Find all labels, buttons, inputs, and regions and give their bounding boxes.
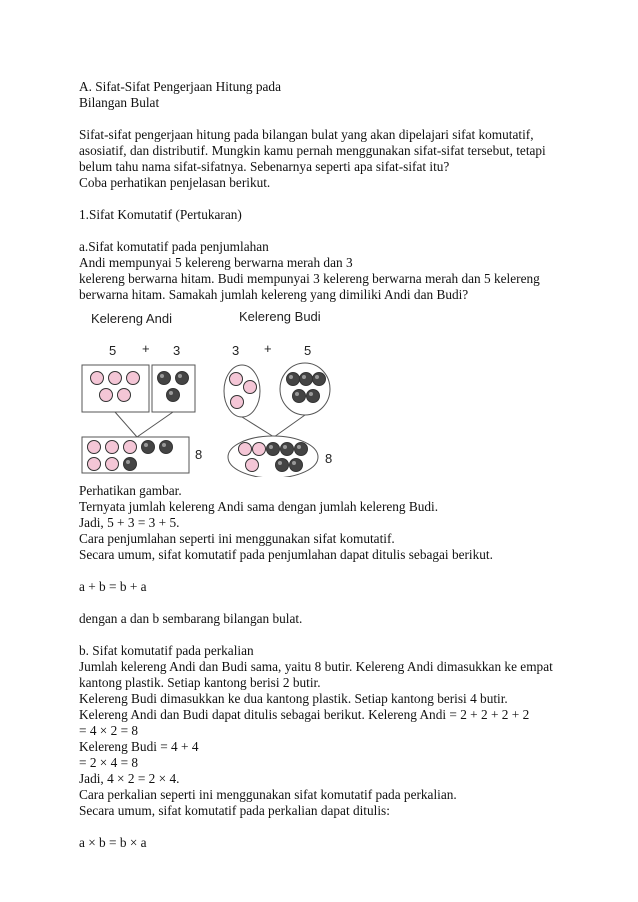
intro-line-1: Sifat-sifat pengerjaan hitung pada bilangan bulat yang akan dipelajari sifat komutatif,	[79, 127, 534, 142]
subsection-a-title: a.Sifat komutatif pada penjumlahan	[79, 239, 269, 254]
red-marble	[88, 458, 101, 471]
black-marble	[300, 373, 313, 386]
red-marble	[118, 389, 131, 402]
black-marble	[295, 443, 308, 456]
black-marble	[290, 459, 303, 472]
budi-right-number: 5	[304, 343, 312, 358]
budi-total-number: 8	[325, 451, 333, 466]
budi-left-number: 3	[232, 343, 240, 358]
budi-connector-right	[274, 415, 305, 437]
marble-highlight	[178, 374, 182, 378]
intro-line-3: belum tahu nama sifat-sifatnya. Sebenarnya seperti apa sifat-sifat itu?	[79, 159, 450, 174]
subsection-b-line-7: = 2 × 4 = 8	[79, 755, 139, 770]
subsection-b-line-6: Kelereng Budi = 4 + 4	[79, 739, 199, 754]
subsection-b-line-3: Kelereng Budi dimasukkan ke dua kantong plastik. Setiap kantong berisi 4 butir.	[79, 691, 508, 706]
red-marble	[106, 441, 119, 454]
black-marble	[267, 443, 280, 456]
after-figure-line-2: Ternyata jumlah kelereng Andi sama dengan jumlah kelereng Budi.	[79, 499, 439, 514]
section-1-title: 1.Sifat Komutatif (Pertukaran)	[79, 207, 242, 222]
black-marble	[313, 373, 326, 386]
marble-highlight	[126, 460, 130, 464]
black-marble	[281, 443, 294, 456]
red-marble	[91, 372, 104, 385]
andi-connector-left	[115, 412, 137, 437]
after-figure-line-5: Secara umum, sifat komutatif pada penjumlahan dapat ditulis sebagai berikut.	[79, 547, 493, 562]
marble-highlight	[144, 443, 148, 447]
intro-line-2: asosiatif, dan distributif. Mungkin kamu pernah menggunakan sifat-sifat tersebut, tetapi	[79, 143, 546, 158]
subsection-b-title: b. Sifat komutatif pada perkalian	[79, 643, 254, 658]
subsection-b-line-8: Jadi, 4 × 2 = 2 × 4.	[79, 771, 180, 786]
marble-highlight	[292, 461, 296, 465]
budi-connector-left	[242, 417, 274, 437]
red-marble	[244, 381, 257, 394]
heading-line-2: Bilangan Bulat	[79, 95, 160, 110]
red-marble	[230, 373, 243, 386]
marble-highlight	[169, 391, 173, 395]
andi-figure-title: Kelereng Andi	[91, 311, 172, 326]
note-addition: dengan a dan b sembarang bilangan bulat.	[79, 611, 303, 626]
red-marble	[253, 443, 266, 456]
red-marble	[246, 459, 259, 472]
black-marble	[307, 390, 320, 403]
marbles-illustration	[79, 307, 359, 477]
black-marble	[293, 390, 306, 403]
red-marble	[100, 389, 113, 402]
black-marble	[167, 389, 180, 402]
marble-highlight	[309, 392, 313, 396]
black-marble	[287, 373, 300, 386]
marble-highlight	[289, 375, 293, 379]
marble-highlight	[295, 392, 299, 396]
red-marble	[127, 372, 140, 385]
black-marble	[276, 459, 289, 472]
after-figure-line-3: Jadi, 5 + 3 = 3 + 5.	[79, 515, 180, 530]
subsection-a-line-1: Andi mempunyai 5 kelereng berwarna merah dan 3	[79, 255, 353, 270]
black-marble	[142, 441, 155, 454]
marble-highlight	[278, 461, 282, 465]
andi-connector-right	[137, 412, 173, 437]
subsection-b-line-10: Secara umum, sifat komutatif pada perkalian dapat ditulis:	[79, 803, 390, 818]
red-marble	[88, 441, 101, 454]
after-figure-line-1: Perhatikan gambar.	[79, 483, 182, 498]
red-marble	[231, 396, 244, 409]
formula-addition: a + b = b + a	[79, 579, 147, 594]
budi-figure-title: Kelereng Budi	[239, 309, 321, 324]
document-page	[79, 79, 579, 851]
subsection-b-line-2: kantong plastik. Setiap kantong berisi 2 butir.	[79, 675, 321, 690]
andi-plus-sign: +	[142, 341, 150, 356]
marble-highlight	[297, 445, 301, 449]
subsection-a-line-3: berwarna hitam. Samakah jumlah kelereng yang dimiliki Andi dan Budi?	[79, 287, 469, 302]
subsection-b-line-5: = 4 × 2 = 8	[79, 723, 139, 738]
budi-black-ellipse	[280, 363, 330, 415]
subsection-b-line-4: Kelereng Andi dan Budi dapat ditulis sebagai berikut. Kelereng Andi = 2 + 2 + 2 + 2	[79, 707, 530, 722]
marble-highlight	[315, 375, 319, 379]
marbles-figure	[79, 307, 359, 477]
subsection-b-line-1: Jumlah kelereng Andi dan Budi sama, yaitu 8 butir. Kelereng Andi dimasukkan ke empat	[79, 659, 553, 674]
andi-total-number: 8	[195, 447, 203, 462]
red-marble	[109, 372, 122, 385]
formula-multiplication: a × b = b × a	[79, 835, 147, 850]
red-marble	[239, 443, 252, 456]
marble-highlight	[160, 374, 164, 378]
marble-highlight	[269, 445, 273, 449]
black-marble	[176, 372, 189, 385]
intro-line-4: Coba perhatikan penjelasan berikut.	[79, 175, 271, 190]
red-marble	[106, 458, 119, 471]
budi-plus-sign: +	[264, 341, 272, 356]
black-marble	[160, 441, 173, 454]
subsection-a-line-2: kelereng berwarna hitam. Budi mempunyai 3 kelereng berwarna merah dan 5 kelereng	[79, 271, 540, 286]
black-marble	[124, 458, 137, 471]
red-marble	[124, 441, 137, 454]
subsection-b-line-9: Cara perkalian seperti ini menggunakan sifat komutatif pada perkalian.	[79, 787, 457, 802]
heading-line-1: A. Sifat-Sifat Pengerjaan Hitung pada	[79, 79, 281, 94]
after-figure-line-4: Cara penjumlahan seperti ini menggunakan sifat komutatif.	[79, 531, 395, 546]
marble-highlight	[162, 443, 166, 447]
marble-highlight	[283, 445, 287, 449]
black-marble	[158, 372, 171, 385]
marble-highlight	[302, 375, 306, 379]
andi-left-number: 5	[109, 343, 117, 358]
andi-right-number: 3	[173, 343, 181, 358]
